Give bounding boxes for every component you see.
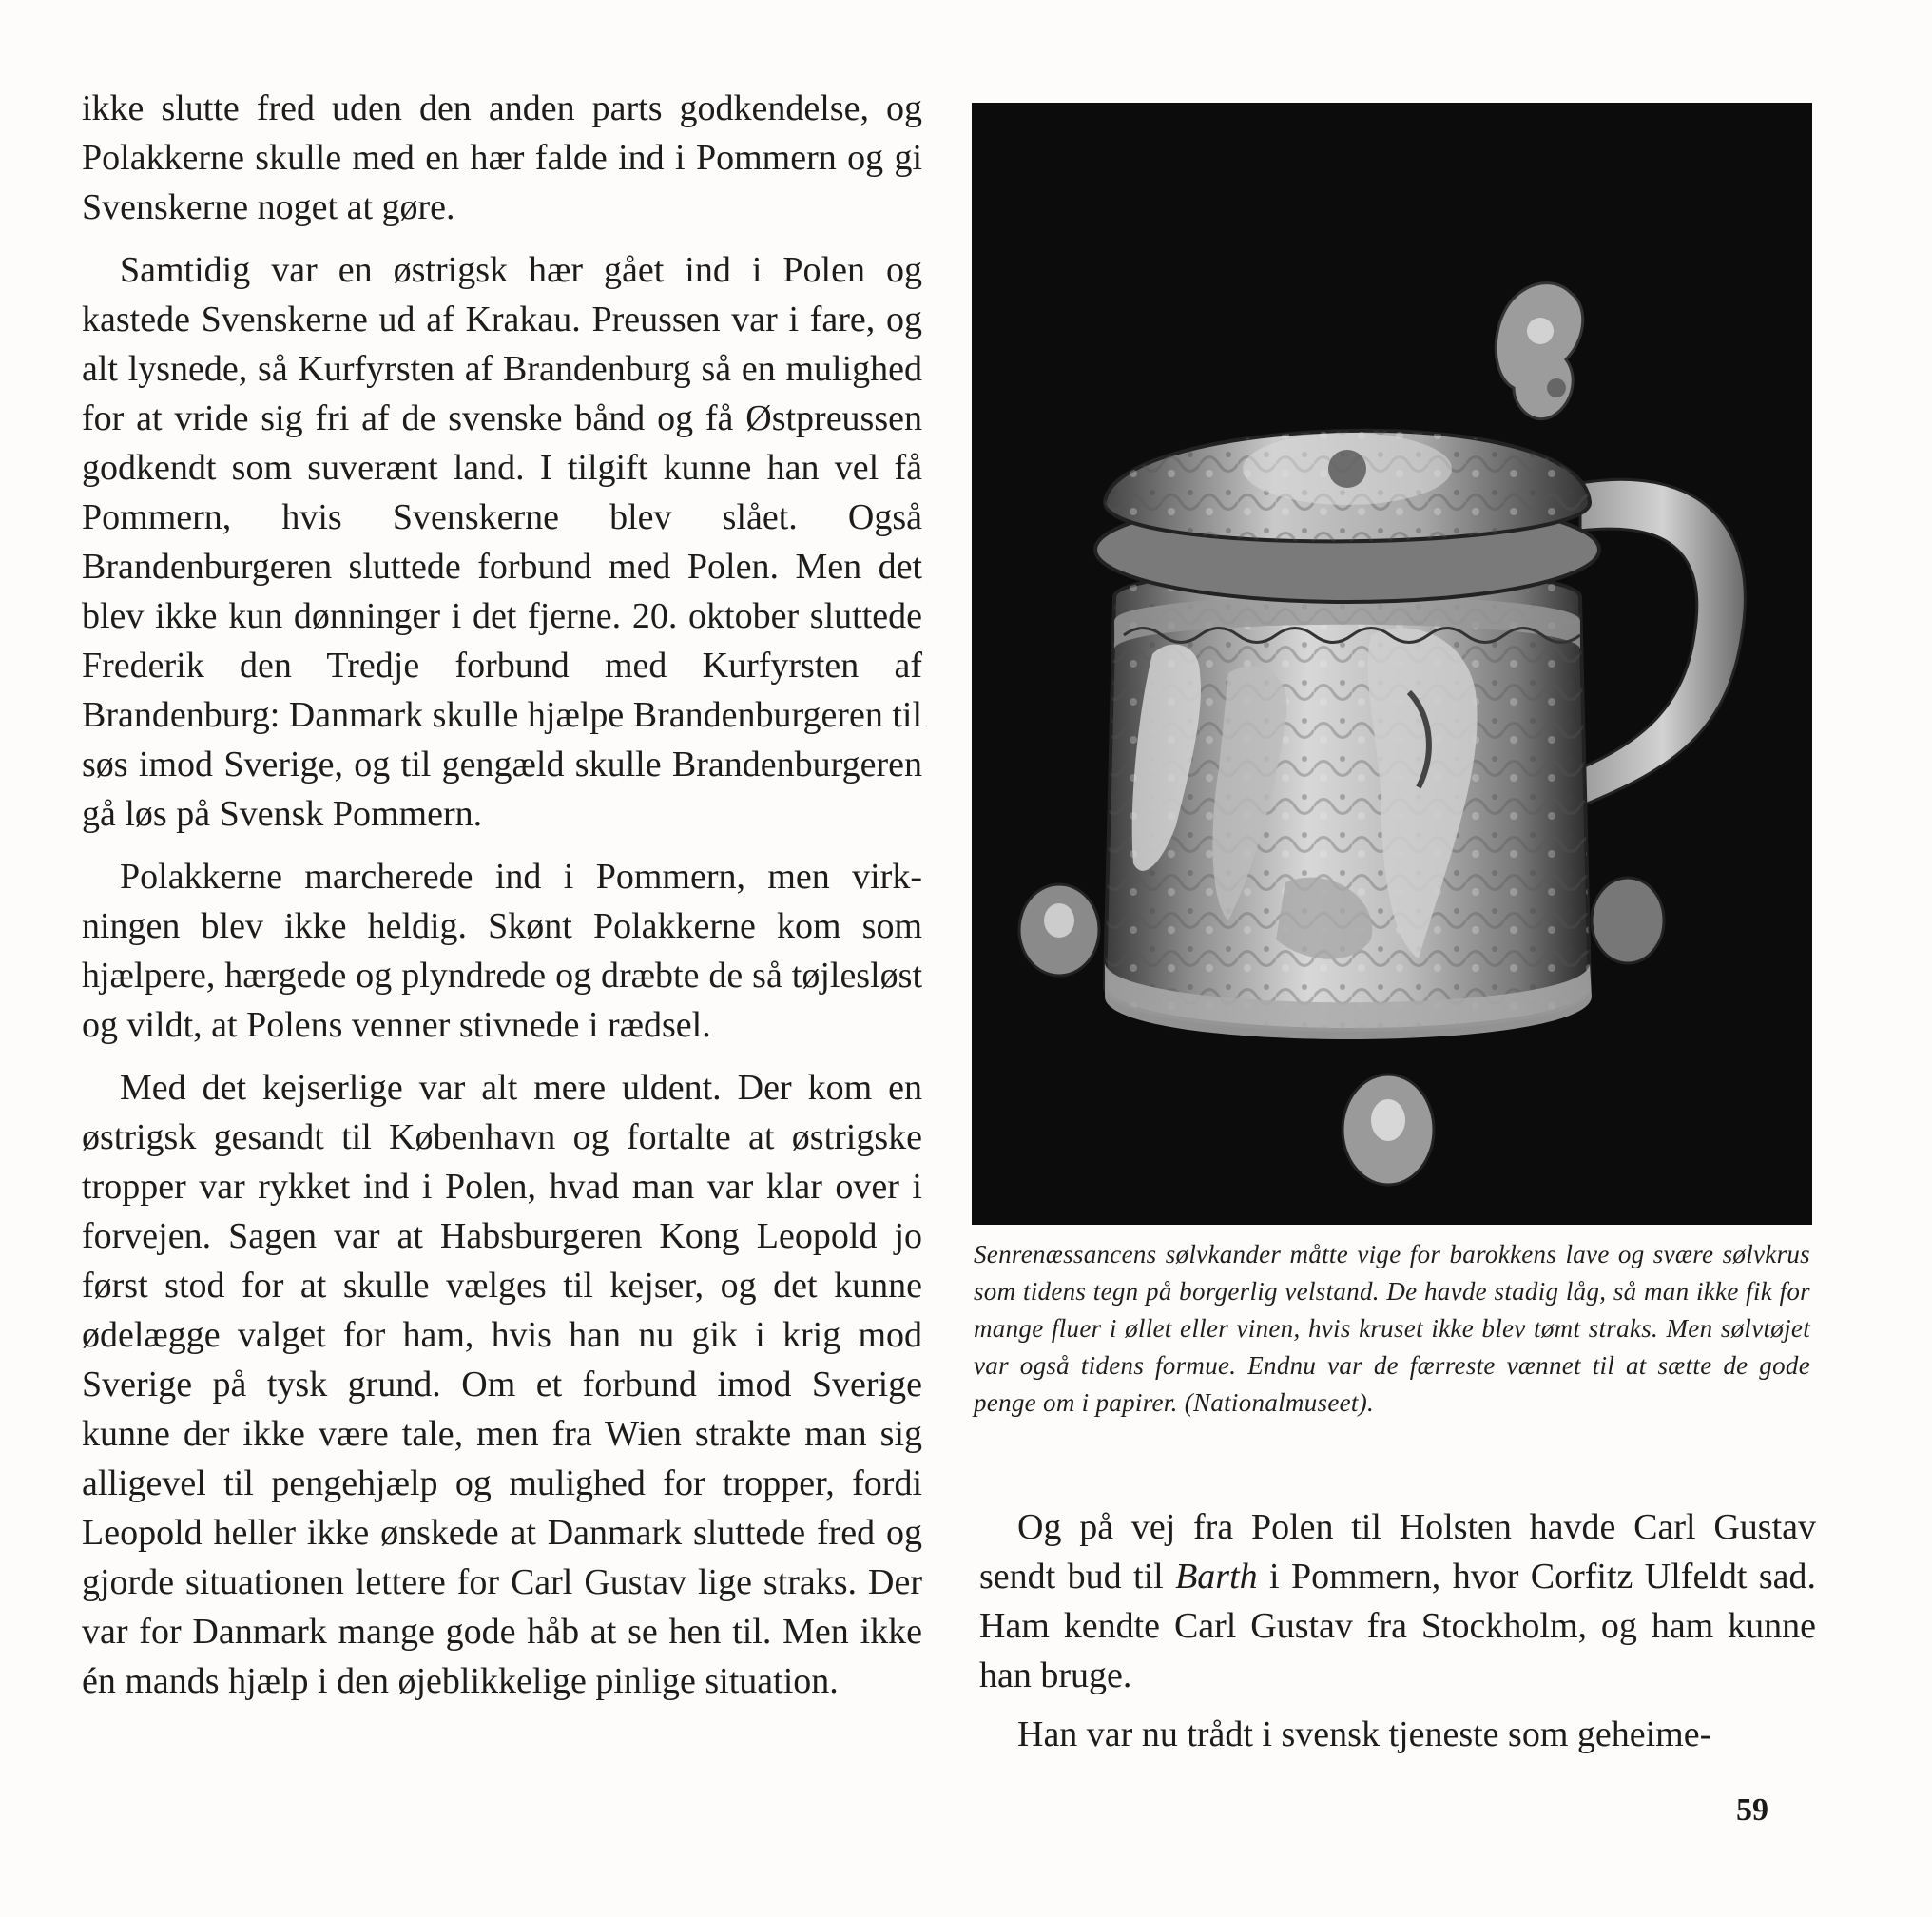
text-run: i Pommern, hvor Corfitz Ulfeldt sad. Ham kendte Carl Gustav fra Stockholm, og ham kunne han bruge. <box>979 1557 1816 1695</box>
paragraph: Med det kejserlige var alt mere uldent. Der kom en østrigsk gesandt til København og fortalte at østrigske tropper var rykket ind i Polen, hvad man var klar over i forvejen. Sagen var at Habsburgeren Kong Leopold jo først stod for at skulle vælges til kejser, og det kunne ødelægge valget for ham, hvis han nu gik i krig mod Sverige på tysk grund. Om et forbund imod Sverige kunne der ikke være tale, men fra Wien strakte man sig alligevel til pengehjælp og mulighed for tropper, fordi Leopold heller ikke ønskede at Danmark sluttede fred og gjorde situationen lettere for Carl Gustav lige straks. Der var for Danmark mange gode håb at se hen til. Men ikke én mands hjælp i den øjeblikkelige pinlige situation. <box>82 1068 922 1701</box>
tankard-illustration <box>972 103 1812 1225</box>
place-name-italic: Barth <box>1175 1557 1258 1597</box>
figure-caption: Senrenæssancens sølvkander måtte vige for barokkens lave og svære sølvkrus som tidens tegn på borgerlig velstand. De havde stadig låg, så man ikke fik for mange fluer i øllet eller vinen, hvis kruset ikke blev tømt straks. Men sølvtøjet var også tidens formue. Endnu var de færreste vænnet til at sætte de gode penge om i papirer. (Nationalmuseet). <box>974 1240 1810 1417</box>
paragraph: Polakkerne marcherede ind i Pommern, men virkningen blev ikke heldig. Skønt Polakkerne kom som hjælpere, hærgede og plyndrede og dræbte de så tøjlesløst og vildt, at Polens venner stivnede i rædsel. <box>82 857 922 1045</box>
paragraph: Samtidig var en østrigsk hær gået ind i Polen og kastede Svenskerne ud af Krakau. Preussen var i fare, og alt lysnede, så Kurfyrsten af Brandenburg så en mulighed for at vride sig fri af de svenske bånd og få Østpreussen godkendt som suverænt land. I tilgift kunne han vel få Pommern, hvis Svenskerne blev slået. Også Brandenburgeren sluttede forbund med Polen. Men det blev ikke kun dønninger i det fjerne. 20. oktober sluttede Frederik den Tredje forbund med Kurfyrsten af Brandenburg: Danmark skulle hjælpe Brandenburgeren til søs imod Sverige, og til gengæld skulle Brandenburgeren gå løs på Svensk Pommern. <box>82 250 923 834</box>
paragraph: ikke slutte fred uden den anden parts godkendelse, og Polakkerne skulle med en hær falde ind i Pommern og gi Svenskerne noget at gøre. <box>82 88 922 227</box>
silver-tankard-photo <box>972 103 1812 1225</box>
paragraph <box>979 1502 1816 1700</box>
page-number: 59 <box>1736 1792 1768 1828</box>
paragraph: Han var nu trådt i svensk tjeneste som geheime- <box>1017 1714 1712 1754</box>
right-text-column <box>979 1502 1816 1769</box>
text-run: Og på vej fra Polen til Holsten havde Carl Gustav sendt bud til <box>979 1507 1816 1597</box>
left-text-column <box>82 84 922 1719</box>
